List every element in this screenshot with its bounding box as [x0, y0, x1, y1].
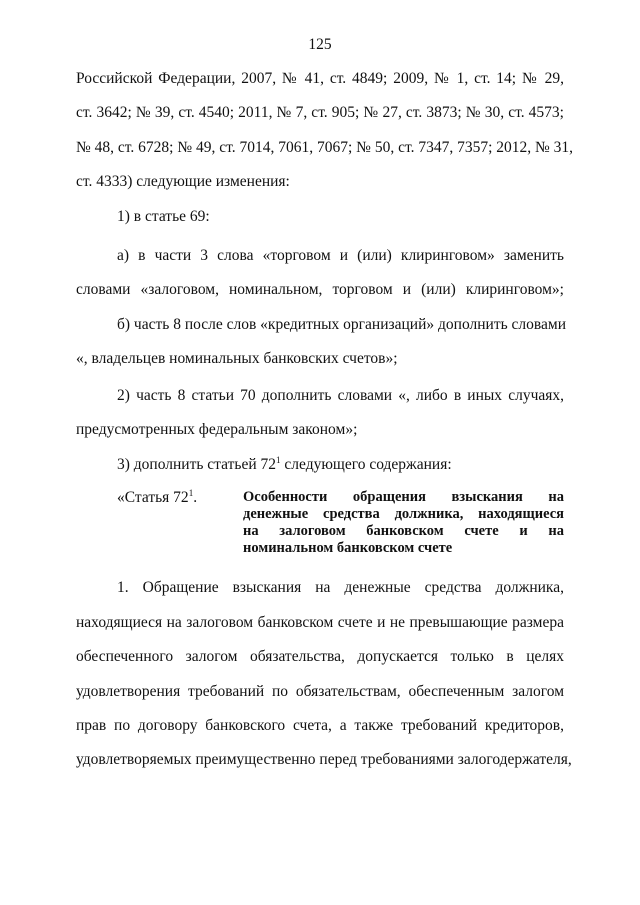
text-fragment: следующего содержания:	[284, 456, 452, 473]
article-label-end: .	[193, 489, 198, 506]
text-line: словами «залоговом, номинальном, торговом и (или) клиринговом»;	[76, 281, 564, 298]
text-line: 2) часть 8 статьи 70 дополнить словами «, либо в иных случаях,	[117, 387, 564, 404]
text-line: «, владельцев номинальных банковских счетов»;	[76, 350, 398, 367]
article-title-line: денежные средства должника, находящиеся	[243, 506, 564, 522]
text-line: Российской Федерации, 2007, № 41, ст. 4849; 2009, № 1, ст. 14; № 29,	[76, 70, 564, 87]
page-number: 125	[308, 36, 332, 53]
superscript: 1	[276, 455, 281, 465]
article-label	[117, 489, 197, 507]
article-title	[243, 489, 564, 557]
text-line: а) в части 3 слова «торговом и (или) клиринговом» заменить	[117, 247, 564, 264]
text-line: б) часть 8 после слов «кредитных организаций» дополнить словами	[117, 316, 566, 333]
text-line: ст. 4333) следующие изменения:	[76, 173, 290, 190]
text-line: ст. 3642; № 39, ст. 4540; 2011, № 7, ст. 905; № 27, ст. 3873; № 30, ст. 4573;	[76, 104, 564, 121]
text-line: удовлетворяемых преимущественно перед требованиями залогодержателя,	[76, 751, 572, 768]
article-title-line: на залоговом банковском счете и на	[243, 523, 564, 539]
text-fragment: 3) дополнить статьей 72	[117, 456, 277, 473]
text-line: удовлетворения требований по обязательствам, обеспеченным залогом	[76, 683, 564, 700]
article-title-line: номинальном банковском счете	[243, 540, 453, 556]
article-label-text: «Статья 72	[117, 489, 189, 506]
text-line: прав по договору банковского счета, а также требований кредиторов,	[76, 717, 564, 734]
text-line: находящиеся на залоговом банковском счете и не превышающие размера	[76, 614, 564, 631]
text-line: № 48, ст. 6728; № 49, ст. 7014, 7061, 7067; № 50, ст. 7347, 7357; 2012, № 31,	[76, 139, 574, 156]
article-title-line: Особенности обращения взыскания на	[243, 489, 564, 505]
superscript: 1	[188, 488, 194, 498]
text-line: 1. Обращение взыскания на денежные средства должника,	[117, 579, 564, 596]
text-line: 1) в статье 69:	[117, 208, 210, 225]
text-line: обеспеченного залогом обязательства, допускается только в целях	[76, 648, 564, 665]
text-line	[117, 456, 564, 474]
text-line: предусмотренных федеральным законом»;	[76, 421, 358, 438]
